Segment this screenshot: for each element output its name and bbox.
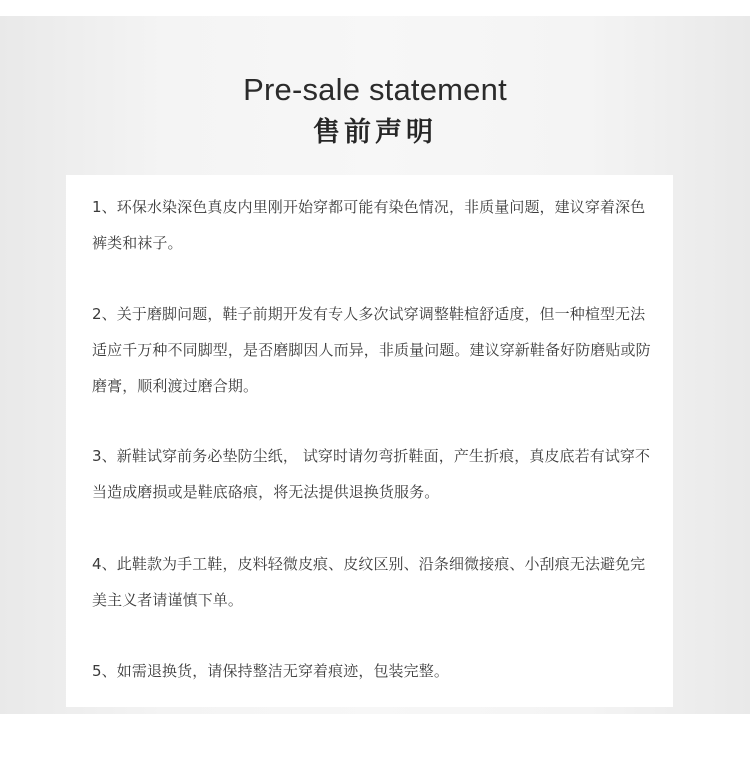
statement-card [66, 175, 673, 707]
statement-item: 4、此鞋款为手工鞋，皮料轻微皮痕、皮纹区别、沿条细微接痕、小刮痕无法避免完美主义者请谨慎下单。 [92, 555, 646, 609]
statement-item: 5、如需退换货，请保持整洁无穿着痕迹，包装完整。 [92, 662, 449, 680]
title-chinese: 售前声明 [313, 117, 437, 148]
title-english: Pre-sale statement [243, 72, 507, 107]
statement-item: 1、环保水染深色真皮内里刚开始穿都可能有染色情况，非质量问题，建议穿着深色裤类和袜子。 [92, 198, 646, 252]
statement-banner [0, 16, 750, 714]
statement-item: 2、关于磨脚问题，鞋子前期开发有专人多次试穿调整鞋楦舒适度，但一种楦型无法适应千万种不同脚型，是否磨脚因人而异，非质量问题。建议穿新鞋备好防磨贴或防磨膏，顺利渡过磨合期。 [92, 305, 651, 395]
statement-item: 3、新鞋试穿前务必垫防尘纸， 试穿时请勿弯折鞋面，产生折痕，真皮底若有试穿不当造成磨损或是鞋底硌痕，将无法提供退换货服务。 [92, 447, 651, 501]
